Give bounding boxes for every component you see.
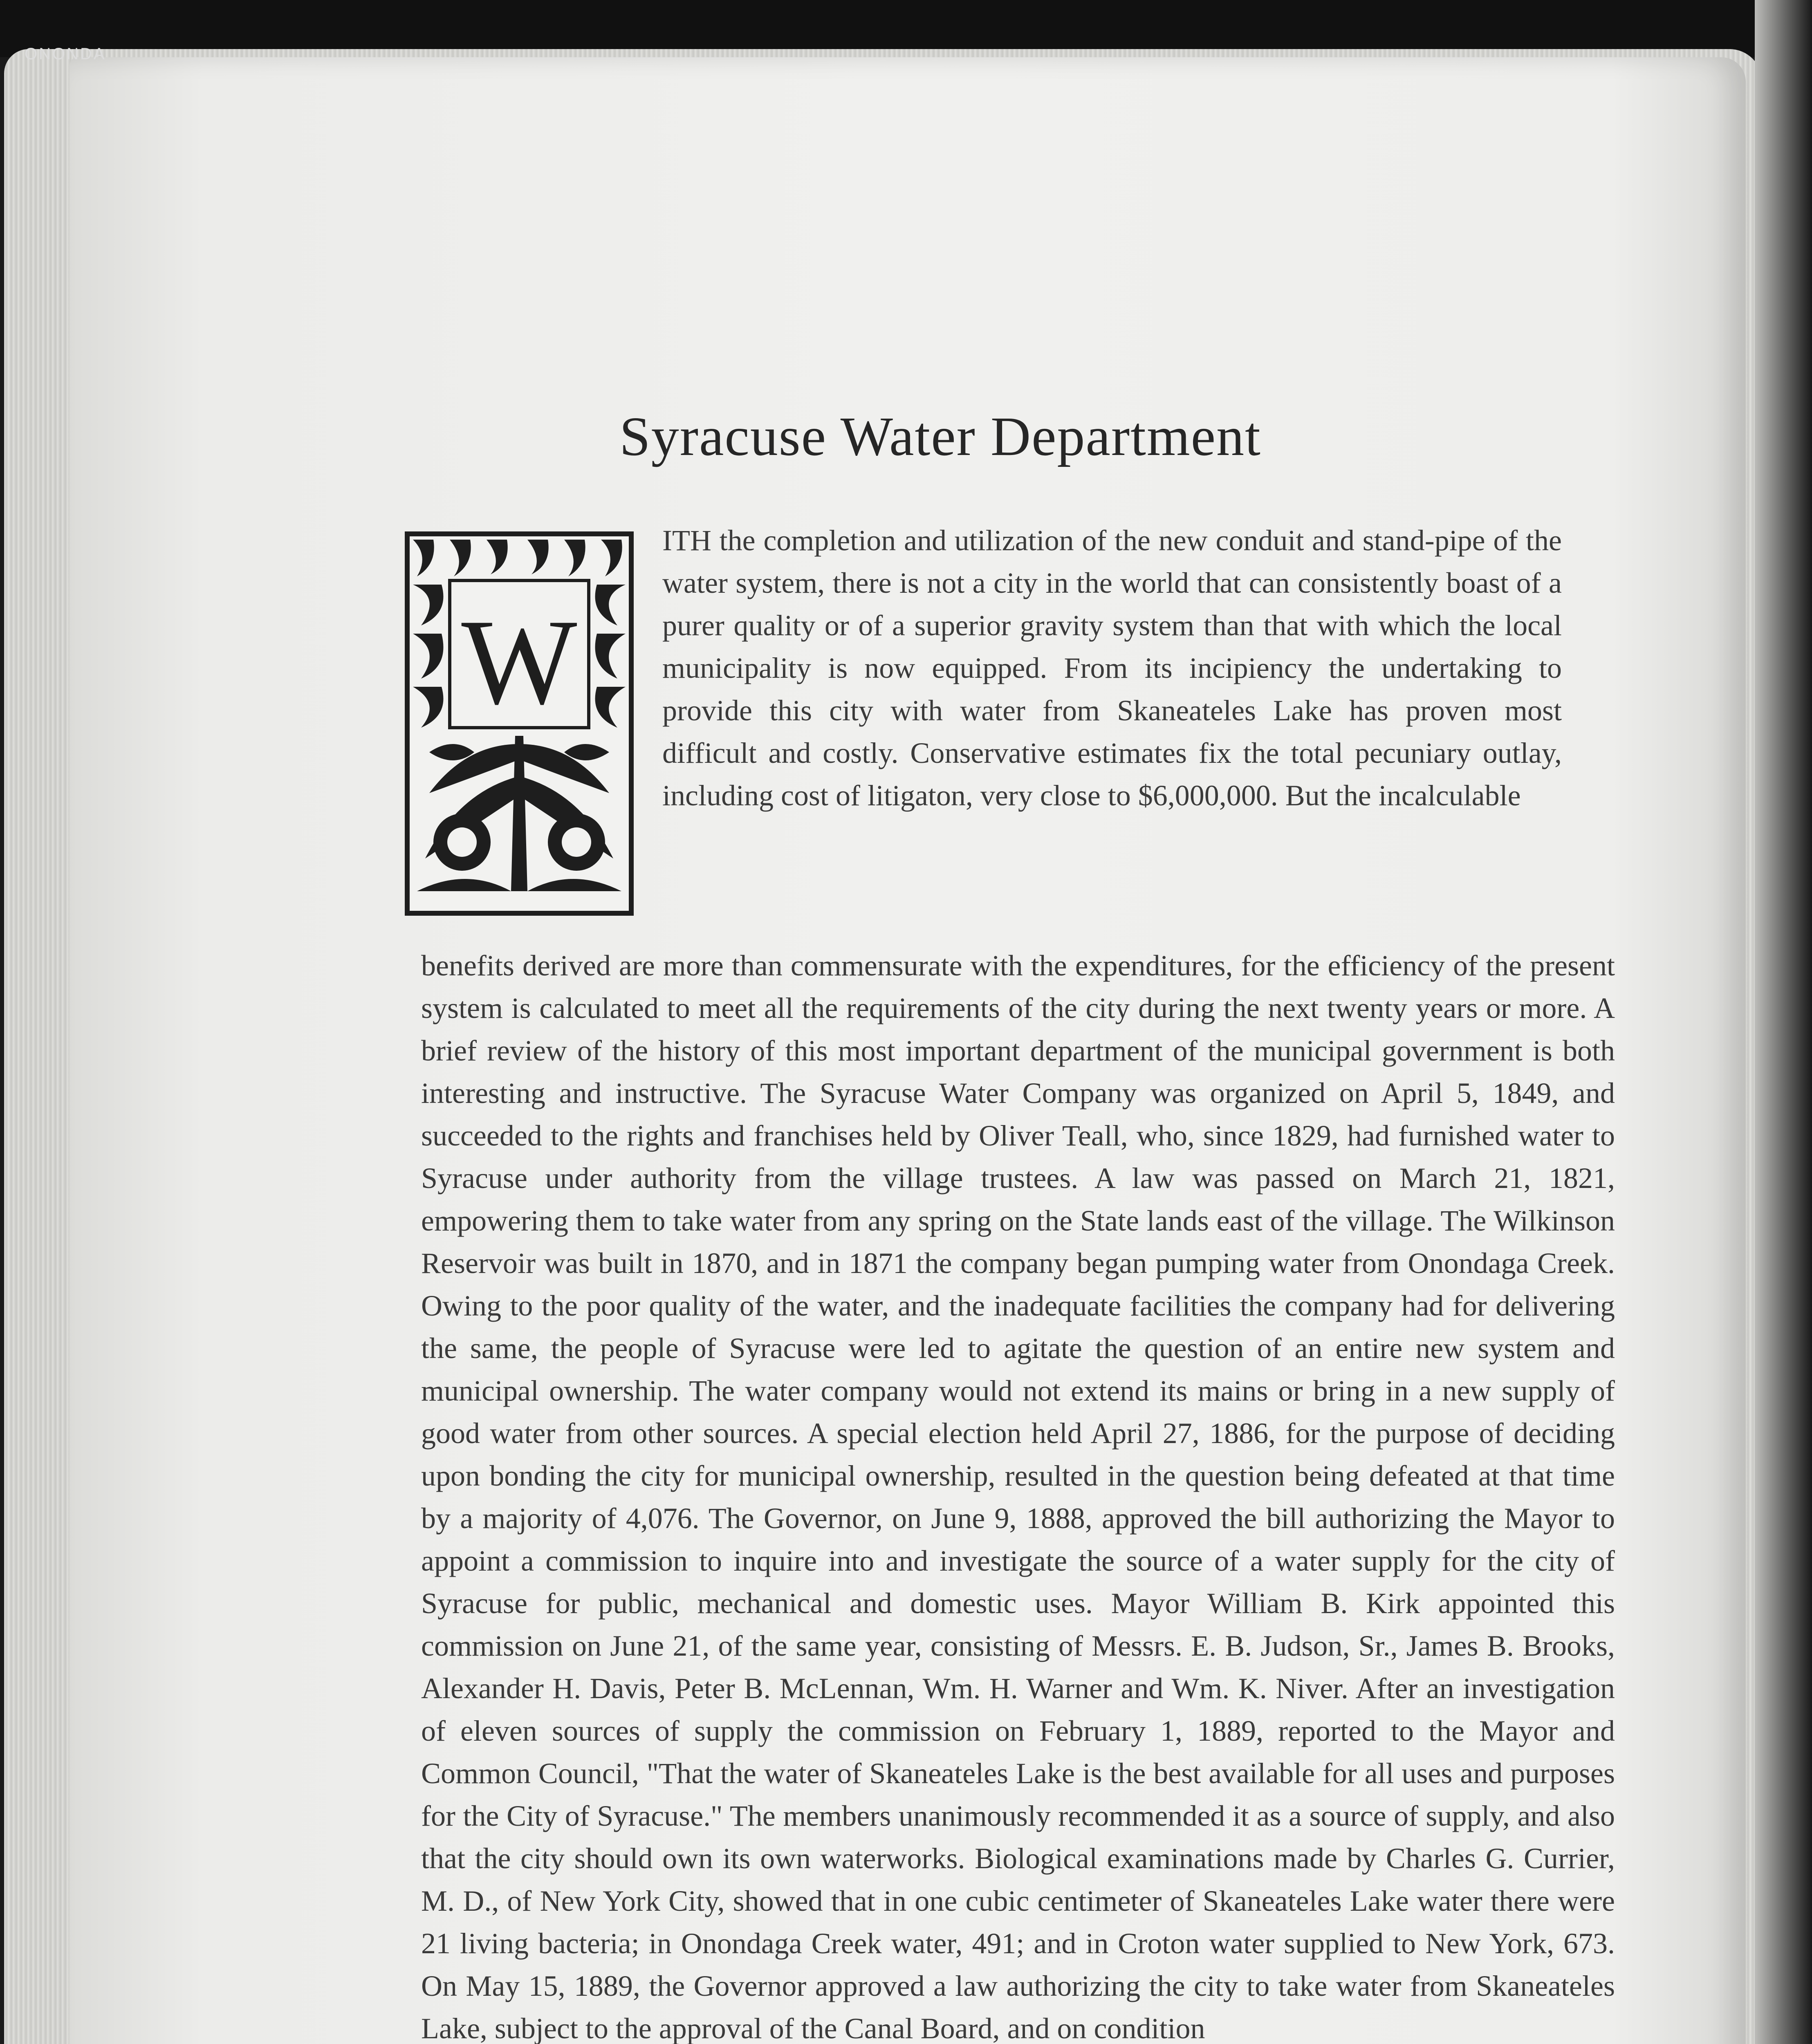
book-right-shadow xyxy=(1755,0,1812,2044)
book-top-edge xyxy=(0,0,1812,57)
running-head: ONONDA xyxy=(25,45,106,63)
lead-paragraph: ITH the completion and utilization of the new conduit and stand-pipe of the water system, there is not a city in the world that can consistently boast of a purer quality or of a superior gravity system than that with which the local municipality is now equipped. From its incipiency the undertaking to provide this city with water from Skaneateles Lake has proven most difficult and costly. Conservative estimates fix the total pecuniary outlay, including cost of litigaton, very close to $6,000,000. But the incalculable xyxy=(662,524,1562,812)
foliage-ornament-icon xyxy=(405,531,634,916)
page-title: Syracuse Water Department xyxy=(619,406,1261,467)
drop-cap-letter: W xyxy=(461,594,577,730)
body-paragraph: benefits derived are more than commensurate with the expenditures, for the efficiency of the present system is calculated to meet all the requirements of the city during the next twenty years or more. A brief review of the history of this most important department of the municipal government is both interesting and instructive. The Syracuse Water Company was organized on April 5, 1849, and succeeded to the rights and franchises held by Oliver Teall, who, since 1829, had furnished water to Syracuse under authority from the village trustees. A law was passed on March 21, 1821, empowering them to take water from any spring on the State lands east of the village. The Wilkinson Reservoir was built in 1870, and in 1871 the company began pumping water from Onondaga Creek. Owing to the poor quality of the water, and the inadequate facilities the company had for delivering the same, the people of Syracuse were led to agitate the question of an entire new system and municipal ownership. The water company would not extend its mains or bring in a new supply of good water from other sources. A special election held April 27, 1886, for the purpose of deciding upon bonding the city for municipal ownership, resulted in the question being defeated at that time by a majority of 4,076. The Governor, on June 9, 1888, approved the bill authorizing the Mayor to appoint a commission to inquire into and investigate the source of a water supply for the city of Syracuse for public, mechanical and domestic uses. Mayor William B. Kirk appointed this commission on June 21, of the same year, consisting of Messrs. E. B. Judson, Sr., James B. Brooks, Alexander H. Davis, Peter B. McLennan, Wm. H. Warner and Wm. K. Niver. After an investigation of eleven sources of supply the commission on February 1, 1889, reported to the Mayor and Common Council, "That the water of Skaneateles Lake is the best available for all uses and purposes for the City of Syracuse." The members unanimously recommended it as a source of supply, and also that the city should own its own waterworks. Biological examinations made by Charles G. Currier, M. D., of New York City, showed that in one cubic centimeter of Skaneateles Lake water there were 21 living bacteria; in Onondaga Creek water, 491; and in Croton water supplied to New York, 673. On May 15, 1889, the Governor approved a law authorizing the city to take water from Skaneateles Lake, subject to the approval of the Canal Board, and on condition xyxy=(421,949,1615,2044)
